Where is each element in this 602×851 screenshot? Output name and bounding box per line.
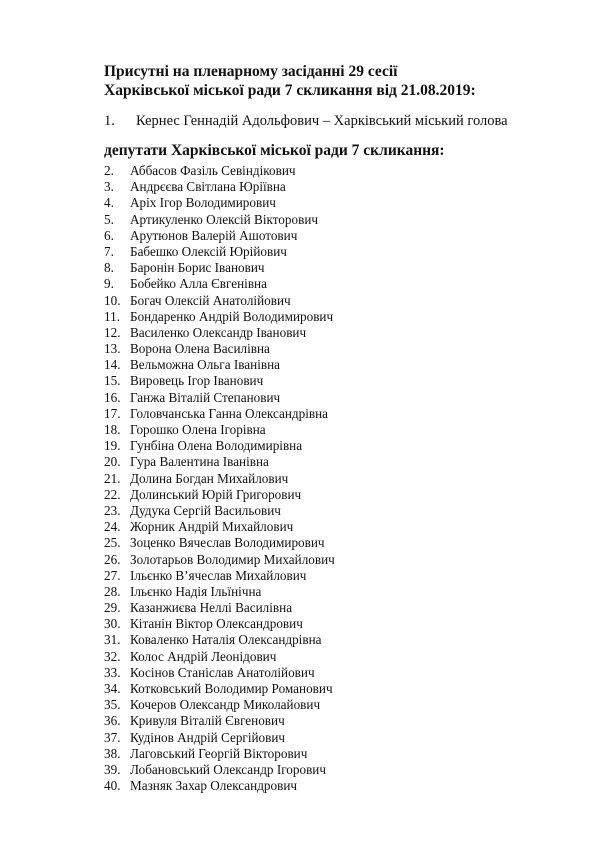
- deputy-list-item: [104, 195, 335, 211]
- deputy-number: 39.: [104, 761, 121, 777]
- mayor-number: 1.: [104, 113, 115, 129]
- deputy-number: 20.: [104, 454, 121, 470]
- deputy-number: 3.: [104, 179, 114, 195]
- deputy-name: Коваленко Наталія Олександрівна: [130, 632, 322, 648]
- deputy-list-item: [104, 244, 335, 260]
- deputy-number: 11.: [104, 308, 120, 324]
- deputy-name: Кривуля Віталій Євгенович: [130, 713, 285, 729]
- deputy-number: 6.: [104, 227, 114, 243]
- deputy-list-item: [104, 503, 335, 519]
- deputy-number: 12.: [104, 324, 121, 340]
- deputy-name: Бондаренко Андрій Володимирович: [130, 308, 334, 324]
- deputy-number: 36.: [104, 713, 121, 729]
- deputy-name: Лаговський Георгій Вікторович: [130, 745, 308, 761]
- deputy-name: Долина Богдан Михайлович: [130, 470, 289, 486]
- document-title: [104, 62, 476, 100]
- deputy-number: 33.: [104, 664, 121, 680]
- deputy-name: Баронін Борис Іванович: [130, 260, 265, 276]
- deputy-number: 18.: [104, 422, 121, 437]
- deputy-list-item: [104, 730, 335, 746]
- deputy-list-item: [104, 406, 335, 422]
- deputy-name: Горошко Олена Ігорівна: [130, 422, 266, 437]
- deputy-name: Гунбіна Олена Володимирівна: [130, 438, 303, 454]
- deputy-number: 13.: [104, 341, 121, 357]
- deputy-name: Аббасов Фазіль Севіндікович: [130, 163, 296, 178]
- deputy-number: 37.: [104, 729, 121, 745]
- deputy-name: Ільєнко Надія Ільїнічна: [130, 583, 262, 599]
- deputy-list-item: [104, 649, 335, 665]
- deputy-name: Артикуленко Олексій Вікторович: [130, 211, 319, 227]
- deputy-list-item: [104, 697, 335, 713]
- deputy-number: 23.: [104, 502, 121, 518]
- deputy-list-item: [104, 600, 335, 616]
- deputy-number: 26.: [104, 551, 121, 567]
- deputy-number: 8.: [104, 260, 114, 276]
- deputy-list-item: [104, 325, 335, 341]
- deputy-number: 9.: [104, 276, 114, 292]
- deputy-number: 30.: [104, 616, 121, 632]
- deputy-list-item: [104, 665, 335, 681]
- deputy-name: Арутюнов Валерій Ашотович: [130, 227, 298, 243]
- deputy-name: Лобановський Олександр Ігорович: [130, 761, 326, 777]
- deputy-number: 19.: [104, 438, 121, 454]
- deputy-name: Жорник Андрій Михайлович: [130, 519, 294, 535]
- deputy-number: 38.: [104, 745, 121, 761]
- deputy-list-item: [104, 713, 335, 729]
- deputy-number: 5.: [104, 211, 114, 227]
- deputy-list-item: [104, 422, 335, 438]
- deputy-name: Головчанська Ганна Олександрівна: [130, 405, 329, 421]
- deputy-name: Долинський Юрій Григорович: [130, 486, 302, 502]
- deputy-number: 35.: [104, 697, 121, 713]
- deputy-list-item: [104, 228, 335, 244]
- deputy-list-item: [104, 438, 335, 454]
- deputy-name: Косінов Станіслав Анатолійович: [130, 664, 315, 680]
- mayor-text: Кернес Геннадій Адольфович – Харківський міський голова: [136, 113, 508, 129]
- deputies-list: [104, 163, 335, 794]
- deputy-list-item: [104, 454, 335, 470]
- deputy-name: Казанжиєва Неллі Василівна: [130, 600, 293, 616]
- deputy-list-item: [104, 632, 335, 648]
- deputy-number: 10.: [104, 292, 121, 308]
- deputy-list-item: [104, 276, 335, 292]
- deputy-name: Бабешко Олексій Юрійович: [130, 243, 287, 259]
- deputies-heading: депутати Харківської міської ради 7 скликання:: [104, 142, 445, 159]
- deputy-name: Мазняк Захар Олександрович: [130, 778, 298, 794]
- deputy-list-item: [104, 341, 335, 357]
- deputy-number: 31.: [104, 632, 121, 648]
- deputy-list-item: [104, 746, 335, 762]
- deputy-name: Аріх Ігор Володимирович: [130, 195, 276, 211]
- deputy-name: Ворона Олена Василівна: [130, 341, 270, 357]
- deputy-list-item: [104, 390, 335, 406]
- deputy-list-item: [104, 552, 335, 568]
- deputy-number: 17.: [104, 405, 121, 421]
- deputy-number: 2.: [104, 163, 114, 178]
- deputy-name: Колос Андрій Леонідович: [130, 648, 277, 664]
- deputy-number: 21.: [104, 470, 121, 486]
- deputy-name: Вельможна Ольга Іванівна: [130, 357, 281, 373]
- deputy-number: 34.: [104, 681, 121, 696]
- deputy-number: 25.: [104, 535, 121, 551]
- deputy-list-item: [104, 535, 335, 551]
- deputy-number: 32.: [104, 648, 121, 664]
- deputy-name: Кітанін Віктор Олександрович: [130, 616, 303, 632]
- deputy-name: Кудінов Андрій Сергійович: [130, 729, 286, 745]
- deputy-list-item: [104, 293, 335, 309]
- deputy-list-item: [104, 357, 335, 373]
- deputy-name: Вировець Ігор Іванович: [130, 373, 264, 389]
- deputy-name: Ільєнко В’ячеслав Михайлович: [130, 567, 307, 583]
- deputy-name: Бобейко Алла Євгенівна: [130, 276, 267, 292]
- deputy-list-item: [104, 309, 335, 325]
- deputy-name: Богач Олексій Анатолійович: [130, 292, 291, 308]
- deputy-list-item: [104, 487, 335, 503]
- deputy-number: 15.: [104, 373, 121, 389]
- deputy-name: Дудука Сергій Васильович: [130, 502, 281, 518]
- deputy-name: Котковський Володимир Романович: [130, 681, 333, 696]
- deputy-list-item: [104, 681, 335, 697]
- deputy-number: 4.: [104, 195, 114, 211]
- deputy-number: 16.: [104, 389, 121, 405]
- deputy-name: Кочеров Олександр Миколайович: [130, 697, 321, 713]
- deputy-list-item: [104, 212, 335, 228]
- deputy-number: 29.: [104, 600, 121, 616]
- deputy-list-item: [104, 616, 335, 632]
- title-line-1: Присутні на пленарному засіданні 29 сесії: [104, 63, 398, 80]
- deputy-name: Гура Валентина Іванівна: [130, 454, 269, 470]
- deputy-name: Золотарьов Володимир Михайлович: [130, 551, 335, 567]
- deputy-name: Зоценко Вячеслав Володимирович: [130, 535, 325, 551]
- deputy-list-item: [104, 778, 335, 794]
- deputy-number: 24.: [104, 519, 121, 535]
- deputy-list-item: [104, 373, 335, 389]
- deputy-name: Василенко Олександр Іванович: [130, 324, 307, 340]
- deputy-list-item: [104, 471, 335, 487]
- deputy-number: 40.: [104, 778, 121, 794]
- deputy-list-item: [104, 260, 335, 276]
- deputy-list-item: [104, 568, 335, 584]
- deputy-name: Ганжа Віталій Степанович: [130, 389, 281, 405]
- deputy-name: Андрєєва Світлана Юріївна: [130, 179, 286, 195]
- title-line-2: Харківської міської ради 7 скликання від 21.08.2019:: [104, 82, 476, 99]
- deputy-list-item: [104, 519, 335, 535]
- deputy-list-item: [104, 179, 335, 195]
- mayor-entry: [104, 113, 508, 130]
- deputy-number: 14.: [104, 357, 121, 373]
- deputy-number: 22.: [104, 486, 121, 502]
- deputy-number: 27.: [104, 567, 121, 583]
- deputy-list-item: [104, 163, 335, 179]
- deputy-list-item: [104, 762, 335, 778]
- deputy-number: 28.: [104, 583, 121, 599]
- deputy-number: 7.: [104, 243, 114, 259]
- deputy-list-item: [104, 584, 335, 600]
